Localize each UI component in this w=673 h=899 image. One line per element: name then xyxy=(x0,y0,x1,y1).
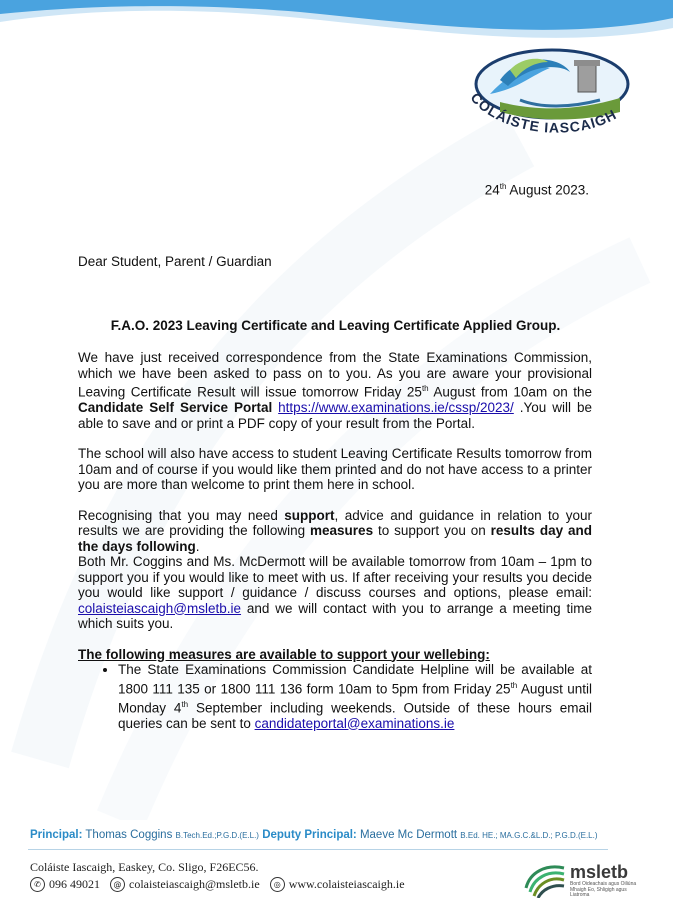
globe-icon: ◎ xyxy=(270,877,285,892)
school-email-link[interactable]: colaisteiascaigh@msletb.ie xyxy=(78,600,242,616)
phone-icon: ✆ xyxy=(30,877,45,892)
helpline-email-link[interactable]: candidateportal@examinations.ie xyxy=(254,715,455,731)
footer-divider xyxy=(28,849,608,850)
svg-text:COLÁISTE IASCAIGH xyxy=(468,89,620,135)
paragraph-support: Recognising that you may need support, advice and guidance in relation to your results we are providing the following measures to support you on results day and the days following. xyxy=(78,507,592,554)
msletb-subtitle: Bord Oideachais agus Oiliúna Mhaigh Eo, Shligigh agus Liatroma xyxy=(570,881,637,898)
school-logo-wordmark xyxy=(460,42,636,140)
paragraph-results-portal: We have just received correspondence from the State Examinations Commission, which we have been asked to pass on to you. As you are aware your provisional Leaving Certificate Result will issue tomorrow Friday 25th August from 10am on the Candidate Self Service Portal https://www.examinations.ie/cssp/2023/ .You will be able to save and or print a PDF copy of your result from the Portal. xyxy=(78,350,592,431)
footer-contacts xyxy=(30,877,405,892)
measures-list xyxy=(78,662,592,731)
logo-text: COLÁISTE IASCAIGH xyxy=(467,89,620,136)
letter-body xyxy=(78,350,592,731)
email-icon: @ xyxy=(110,877,125,892)
phone-number: 096 49021 xyxy=(49,877,100,891)
letter-date: 24th August 2023. xyxy=(484,182,589,198)
cssp-link[interactable]: https://www.examinations.ie/cssp/2023/ xyxy=(278,400,514,415)
list-item: • The State Examinations Commission Candidate Helpline will be available at 1800 111 135 or 1800 111 136 form 10am to 5pm from Friday 25th August until Monday 4th September including weekends. Outside of these hours email queries can be sent to candidateportal@examinations.ie xyxy=(118,662,592,731)
greeting: Dear Student, Parent / Guardian xyxy=(78,254,272,269)
measures-heading: The following measures are available to support your wellebing: xyxy=(78,646,490,662)
footer-email[interactable]: colaisteiascaigh@msletb.ie xyxy=(129,877,260,891)
letter-title: F.A.O. 2023 Leaving Certificate and Leaving Certificate Applied Group. xyxy=(110,318,561,333)
paragraph-meeting: Both Mr. Coggins and Ms. McDermott will be available tomorrow from 10am – 1pm to support you if you would like to meet with us. If after receiving your results you decide you would like support / guidance / discuss courses and options, please email: colaisteiascaigh@msletb.ie and we will contact with you to arrange a meeting time which suits you. xyxy=(78,554,592,631)
paragraph-school-access: The school will also have access to student Leaving Certificate Results tomorrow from 10am and of course if you would like them printed and do not have access to a printer you are more than welcome to print them here in school. xyxy=(78,446,592,492)
footer-address: Coláiste Iascaigh, Easkey, Co. Sligo, F26EC56. xyxy=(30,860,259,874)
footer-website[interactable]: www.colaisteiascaigh.ie xyxy=(288,877,405,891)
footer-staff: Principal: Thomas Coggins B.Tech.Ed.;P.G.D.(E.L.) Deputy Principal: Maeve Mc Dermott B.Ed. HE.; MA.G.C.&L.D.; P.G.D.(E.L.) xyxy=(30,829,598,841)
msletb-name: msletb xyxy=(570,862,629,882)
